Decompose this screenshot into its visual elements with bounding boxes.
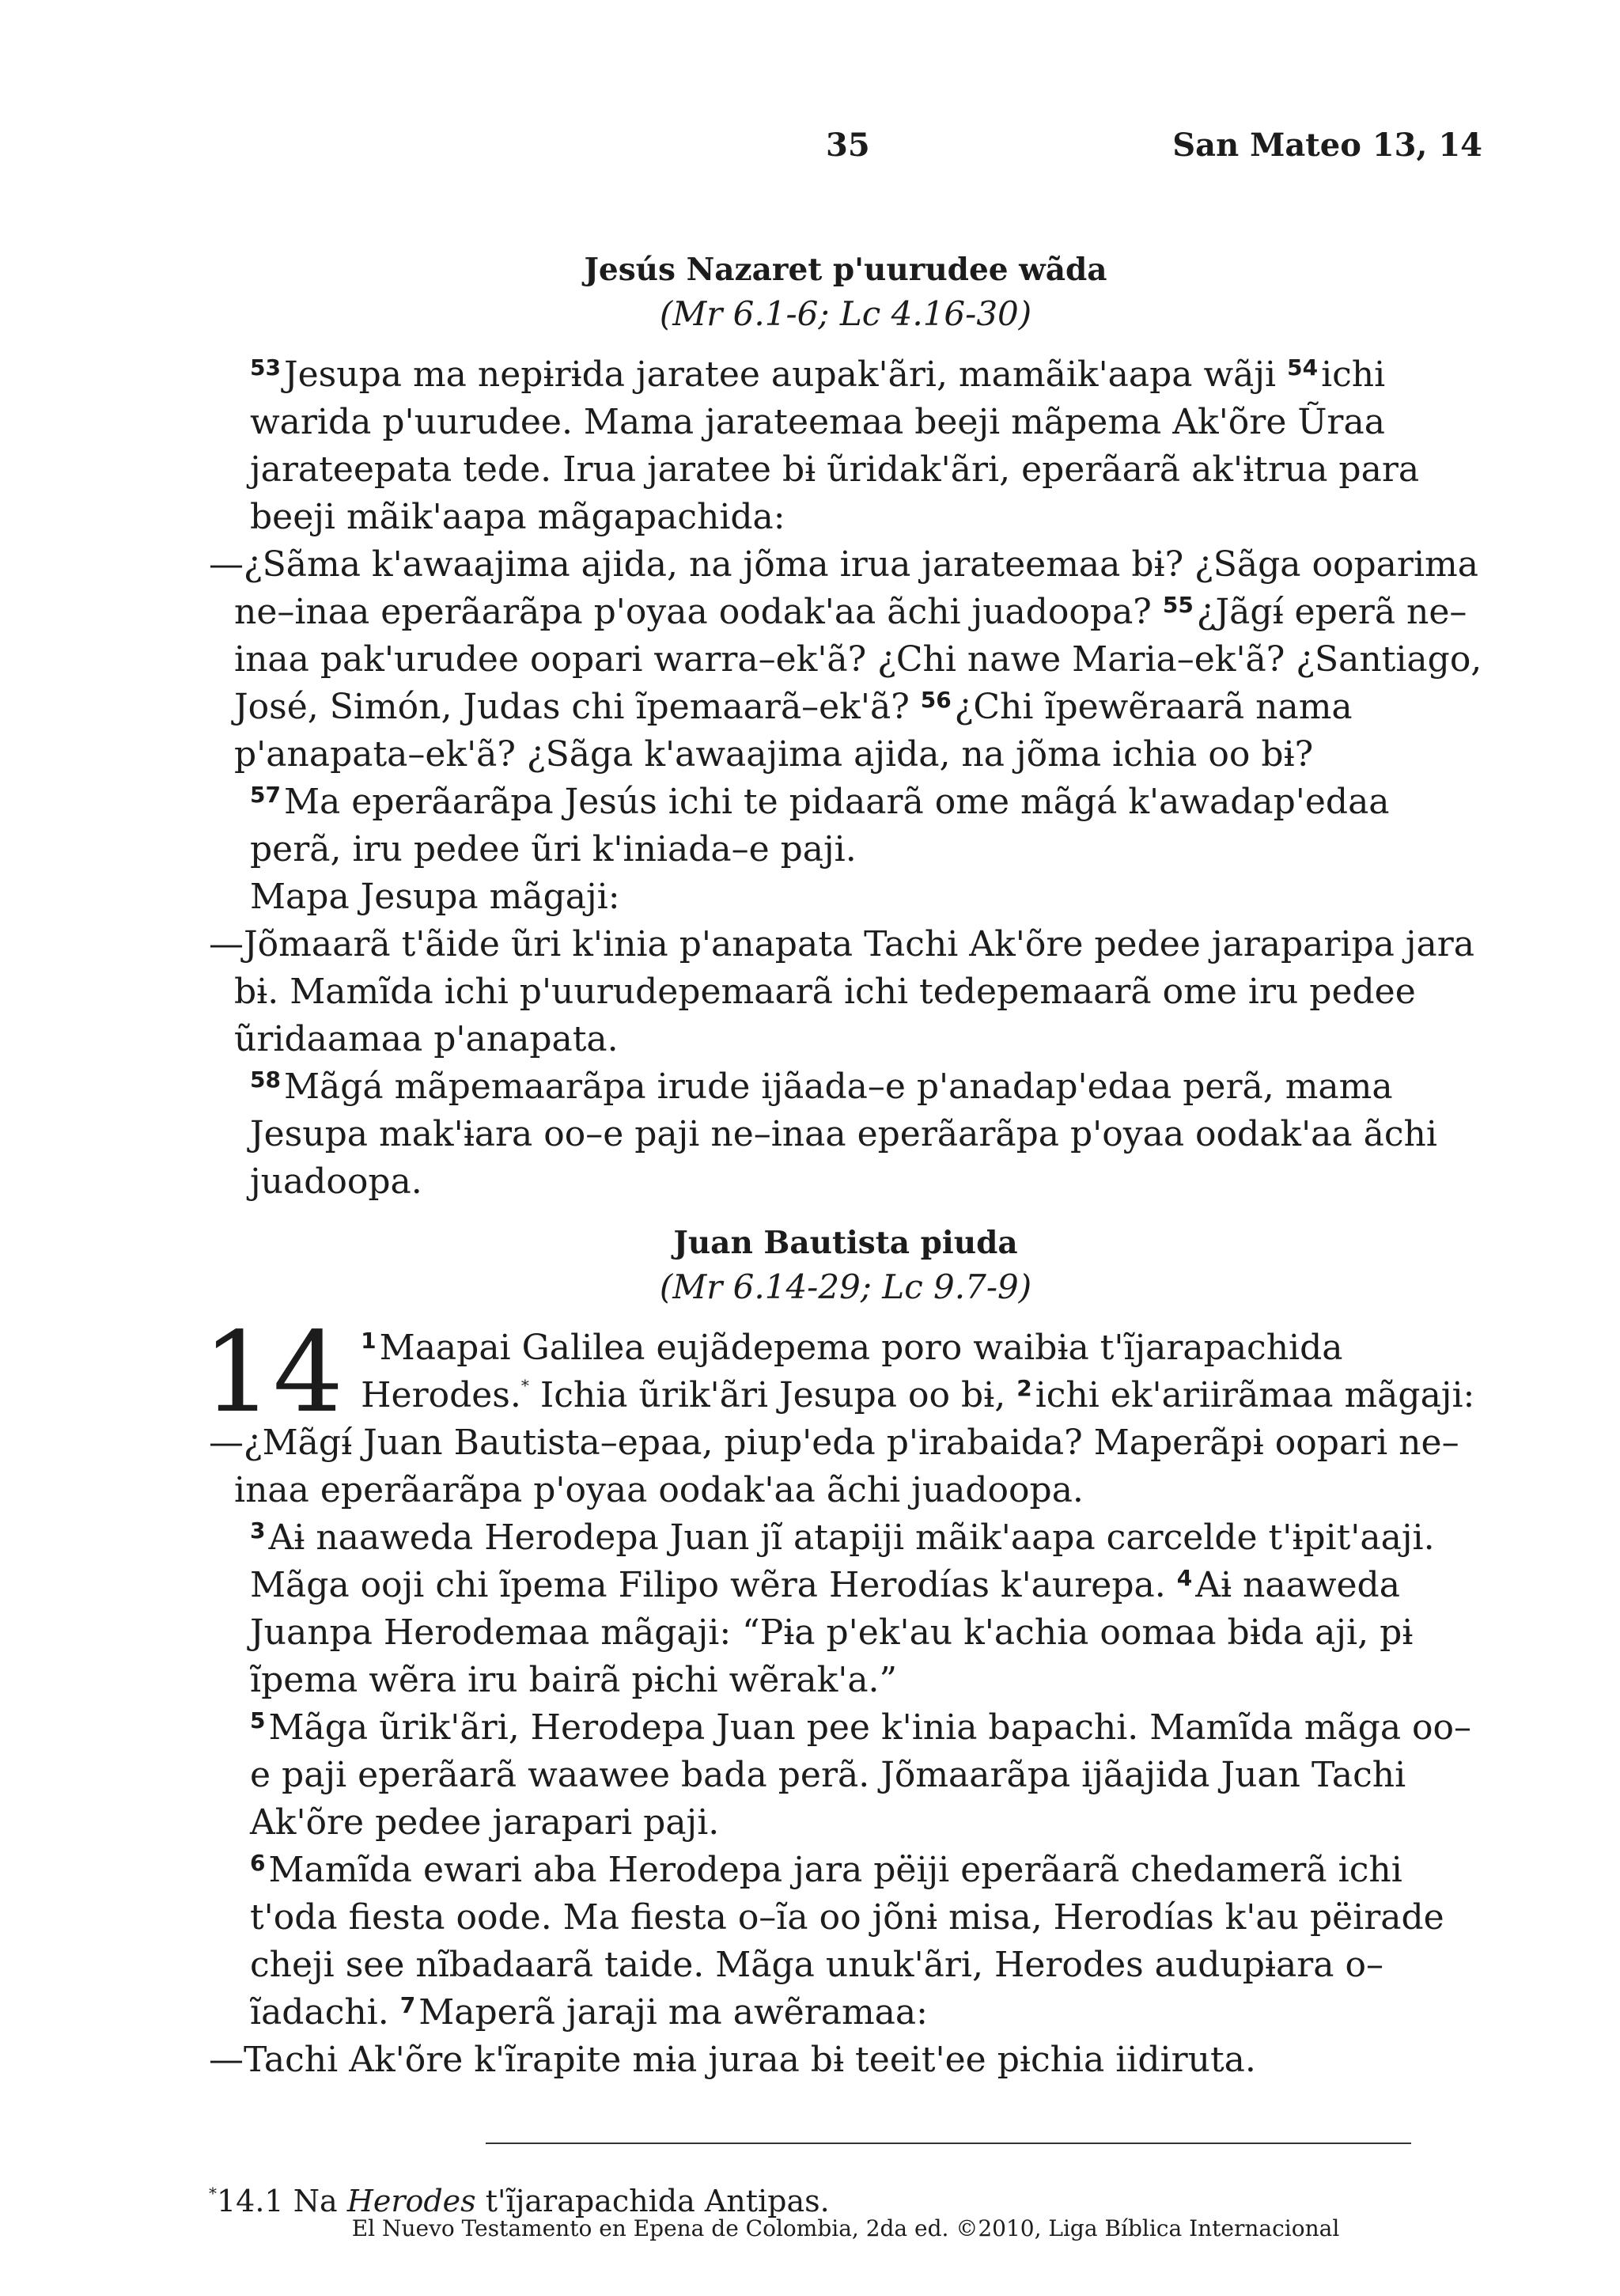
section-reference: (Mr 6.1-6; Lc 4.16-30) [659,294,1032,333]
footnote-text: t'ĩjarapachida Antipas. [475,2184,830,2218]
footnote-term: Herodes [346,2184,476,2218]
verse-text: Maperã jaraji ma awẽramaa: [418,1992,928,2033]
verse-text: Mãgá mãpemaarãpa irude ijãada–e p'anadap'edaa perã, mama Jesupa mak'ɨara oo–e paji ne–inaa eperãarãpa p'oyaa oodak'aa ãchi juadoopa. [250,1067,1437,1202]
paragraph [209,1514,1482,1704]
verse-text: ichi warida p'uurudee. Mama jarateemaa beeji mãpema Ak'õre Ũraa jarateepata tede. Irua jaratee bɨ ũridak'ãri, eperãarã ak'ɨtrua para beeji mãik'aapa mãgapachida: [250,354,1420,537]
verse-number: 3 [250,1517,266,1544]
section-reference: (Mr 6.14-29; Lc 9.7-9) [659,1267,1032,1306]
paragraph: —¿Mãgɨ́ Juan Bautista–epaa, piup'eda p'irabaida? Maperãpɨ oopari ne–inaa eperãarãpa p'oyaa oodak'aa ãchi juadoopa. [209,1423,1459,1510]
paragraph: —Tachi Ak'õre k'ĩrapite mɨa juraa bɨ teeit'ee pɨchia iidiruta. [209,2040,1256,2080]
verse-number: 7 [399,1992,416,2018]
verse-number: 5 [250,1707,266,1733]
verse-number: 6 [250,1850,266,1876]
paragraph [209,1847,1482,2036]
paragraph: —Jõmaarã t'ãide ũri k'inia p'anapata Tachi Ak'õre pedee jaraparipa jara bɨ. Mamĩda ichi p'uurudepemaarã ichi tedepemaarã ome iru pedee ũridaamaa p'anapata. [209,924,1474,1059]
section-2-text [202,1309,1482,2084]
verse-number: 4 [1176,1565,1193,1591]
verse-text: Maapai Galilea eujãdepema poro waibɨa t'ĩjarapachida Herodes. [361,1328,1343,1415]
verse-number: 53 [250,354,281,381]
paragraph [209,779,1482,873]
paragraph [209,351,1482,541]
page-number: 35 [826,127,870,164]
verse-text: ¿Chi ĩpewẽraarã nama p'anapata–ek'ã? ¿Sãga k'awaajima ajida, na jõma ichia oo bɨ? [234,687,1353,775]
verse-text: Aɨ naaweda Herodepa Juan jĩ atapiji mãik'aapa carcelde t'ɨpit'aaji. Mãga ooji chi ĩpema Filipo wẽra Herodías k'aurepa. [250,1517,1435,1605]
section-title: Jesús Nazaret p'uurudee wãda [584,252,1107,288]
footnote-ref: 14.1 Na [217,2184,347,2218]
paragraph [209,541,1482,779]
footnote-mark[interactable]: * [520,1376,529,1395]
footnote [209,2184,830,2218]
verse-text: —¿Sãma k'awaajima ajida, na jõma irua jarateemaa bɨ? ¿Sãga ooparima ne–inaa eperãarãpa p'oyaa oodak'aa ãchi juadoopa? [209,544,1478,632]
verse-text: Mãga ũrik'ãri, Herodepa Juan pee k'inia bapachi. Mamĩda mãga oo–e paji eperãarã waawee bada perã. Jõmaarãpa ijãajida Juan Tachi Ak'õre pedee jarapari paji. [250,1707,1472,1843]
page-footer: El Nuevo Testamento en Epena de Colombia, 2da ed. ©2010, Liga Bíblica Internacional [351,2215,1340,2241]
verse-number: 55 [1162,592,1194,618]
chapter-number: 14 [202,1309,344,1438]
verse-number: 1 [361,1328,377,1354]
paragraph [202,1309,1482,1438]
verse-text: Aɨ naaweda Juanpa Herodemaa mãgaji: “Pɨa p'ek'au k'achia oomaa bɨda aji, pɨ ĩpema wẽra iru bairã pɨchi wẽrak'a.” [250,1565,1414,1700]
verse-text: ichi ek'ariirãmaa mãgaji: [1035,1375,1475,1415]
verse-text: Jesupa ma nepɨrɨda jaratee aupak'ãri, mamãik'aapa wãji [283,354,1288,395]
verse-number: 56 [920,687,952,713]
verse-text: Mamĩda ewari aba Herodepa jara pëiji eperãarã chedamerã ichi t'oda fiesta oode. Ma fiesta o–ĩa oo jõnɨ misa, Herodías k'au pëirade cheji see nĩbadaarã taide. Mãga unuk'ãri, Herodes audupɨara o–ĩadachi. [250,1850,1444,2033]
verse-text: ¿Jãgɨ́ eperã ne–inaa pak'urudee oopari warra–ek'ã? ¿Chi nawe Maria–ek'ã? ¿Santiago, José, Simón, Judas chi ĩpemaarã–ek'ã? [234,592,1482,727]
paragraph: Mapa Jesupa mãgaji: [250,877,620,917]
book-reference: San Mateo 13, 14 [1172,127,1482,164]
verse-text: Ma eperãarãpa Jesús ichi te pidaarã ome mãgá k'awadap'edaa perã, iru pedee ũri k'iniada–e paji. [250,782,1390,870]
verse-number: 54 [1287,354,1319,381]
footnote-mark: * [209,2184,217,2203]
footnote-divider [486,2143,1411,2144]
paragraph [209,1063,1482,1206]
verse-number: 57 [250,782,281,808]
verse-number: 58 [250,1067,281,1093]
verse-number: 2 [1016,1375,1032,1401]
verse-text: Ichia ũrik'ãri Jesupa oo bɨ, [528,1375,1017,1415]
section-1-text [209,351,1482,1206]
section-title: Juan Bautista piuda [673,1225,1018,1261]
paragraph [209,1704,1482,1847]
